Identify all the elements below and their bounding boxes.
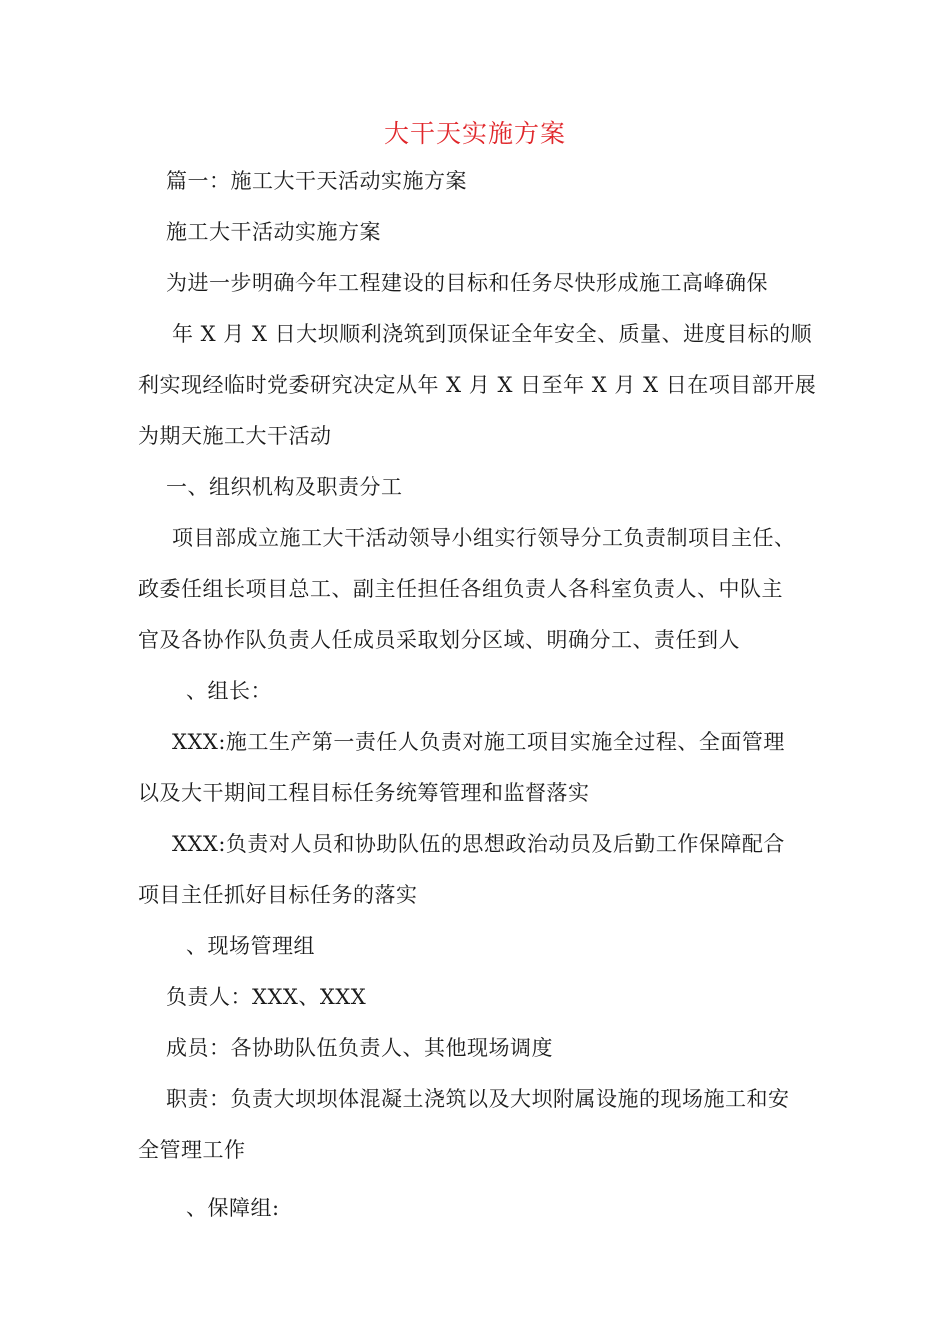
text-line: 职责：负责大坝坝体混凝土浇筑以及大坝附属设施的现场施工和安 <box>166 1087 790 1111</box>
document-title: 大干天实施方案 <box>383 119 566 148</box>
text-line: 篇一：施工大干天活动实施方案 <box>166 169 467 193</box>
subsection-heading: 、组长： <box>186 679 272 703</box>
subsection-heading: 、保障组: <box>186 1196 280 1220</box>
text-line: 项目主任抓好目标任务的落实 <box>138 883 418 907</box>
text-line: 利实现经临时党委研究决定从年 X 月 X 日至年 X 月 X 日在项目部开展 <box>138 373 817 397</box>
text-line: XXX:施工生产第一责任人负责对施工项目实施全过程、全面管理 <box>172 730 785 754</box>
text-line: 为进一步明确今年工程建设的目标和任务尽快形成施工高峰确保 <box>166 271 768 295</box>
section-heading: 一、组织机构及职责分工 <box>166 475 403 499</box>
text-line: 全管理工作 <box>138 1138 246 1162</box>
text-line: 负责人：XXX、XXX <box>166 985 367 1009</box>
text-line: 以及大干期间工程目标任务统筹管理和监督落实 <box>138 781 590 805</box>
text-line: 为期天施工大干活动 <box>138 424 332 448</box>
text-line: 施工大干活动实施方案 <box>166 220 381 244</box>
text-line: XXX:负责对人员和协助队伍的思想政治动员及后勤工作保障配合 <box>172 832 785 856</box>
text-line: 项目部成立施工大干活动领导小组实行领导分工负责制项目主任、 <box>172 526 796 550</box>
subsection-heading: 、现场管理组 <box>186 934 315 958</box>
text-line: 政委任组长项目总工、副主任担任各组负责人各科室负责人、中队主 <box>138 577 783 601</box>
text-line: 成员：各协助队伍负责人、其他现场调度 <box>166 1036 553 1060</box>
text-line: 官及各协作队负责人任成员采取划分区域、明确分工、责任到人 <box>138 628 740 652</box>
text-line: 年 X 月 X 日大坝顺利浇筑到顶保证全年安全、质量、进度目标的顺 <box>172 322 813 346</box>
